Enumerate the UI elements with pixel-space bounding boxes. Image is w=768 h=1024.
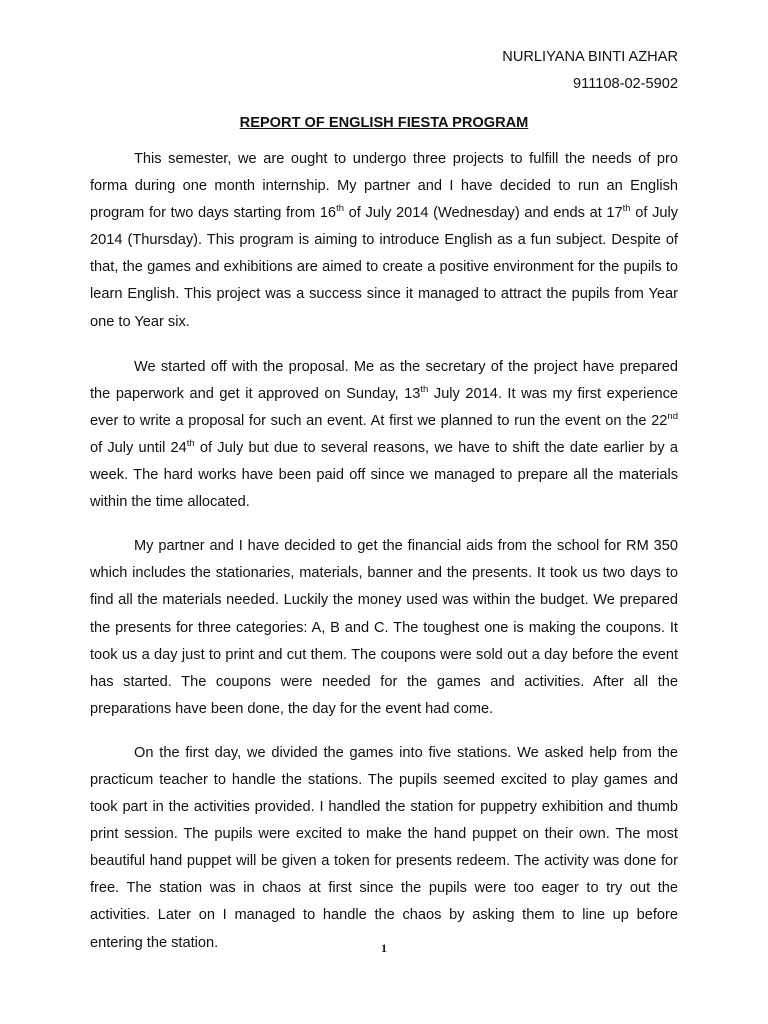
paragraph-text: July 2014. It was my first experience ever to write a proposal for such an event. At first we planned to run the event on the 22 [90,385,678,429]
page-number: 1 [381,943,387,955]
paragraph-proposal [90,354,678,517]
report-body [90,146,678,957]
paragraph-preparation [90,533,678,723]
ordinal-suffix: th [622,203,631,215]
paragraph-introduction [90,146,678,336]
paragraph-text: of July 2014 (Wednesday) and ends at 17 [344,205,623,222]
paragraph-text: On the first day, we divided the games into five stations. We asked help from the practicum teacher to handle the stations. The pupils seemed excited to play games and took part in the activities provided. I handled the station for puppetry exhibition and thumb print session. The pupils were excited to make the hand puppet on their own. The most beautiful hand puppet will be given a token for presents redeem. The activity was done for free. The station was in chaos at first since the pupils were too eager to try out the activities. Later on I managed to handle the chaos by asking them to line up before entering the station. [90,744,678,951]
paragraph-first-day [90,740,678,957]
paragraph-text: of July but due to several reasons, we have to shift the date earlier by a week. The hard works have been paid off since we managed to prepare all the materials within the time allocated. [90,439,678,511]
report-title: REPORT OF ENGLISH FIESTA PROGRAM [239,115,529,131]
author-name: NURLIYANA BINTI AZHAR [502,49,678,65]
paragraph-text: of July 2014 (Thursday). This program is aiming to introduce English as a fun subject. Despite of that, the games and exhibitions are aimed to create a positive environment for the pupils to learn English. This project was a success since it managed to attract the pupils from Year one to Year six. [90,205,679,330]
ordinal-suffix: nd [667,410,678,422]
ordinal-suffix: th [420,383,429,395]
paragraph-text: My partner and I have decided to get the financial aids from the school for RM 350 which includes the stationaries, materials, banner and the presents. It took us two days to find all the materials needed. Luckily the money used was within the budget. We prepared the presents for three categories: A, B and C. The toughest one is making the coupons. It took us a day just to print and cut them. The coupons were sold out a day before the event has started. The coupons were needed for the games and activities. After all the preparations have been done, the day for the event had come. [90,538,678,717]
author-block [502,44,678,97]
paragraph-text: of July until 24 [90,439,187,456]
author-id: 911108-02-5902 [573,75,678,92]
ordinal-suffix: th [336,203,344,215]
paragraph-text: We started off with the proposal. Me as the secretary of the project have prepared the paperwork and get it approved on Sunday, 13 [90,358,678,402]
ordinal-suffix: th [186,437,195,449]
paragraph-text: This semester, we are ought to undergo three projects to fulfill the needs of pro forma during one month internship. My partner and I have decided to run an English program for two days starting from 16 [90,151,678,222]
